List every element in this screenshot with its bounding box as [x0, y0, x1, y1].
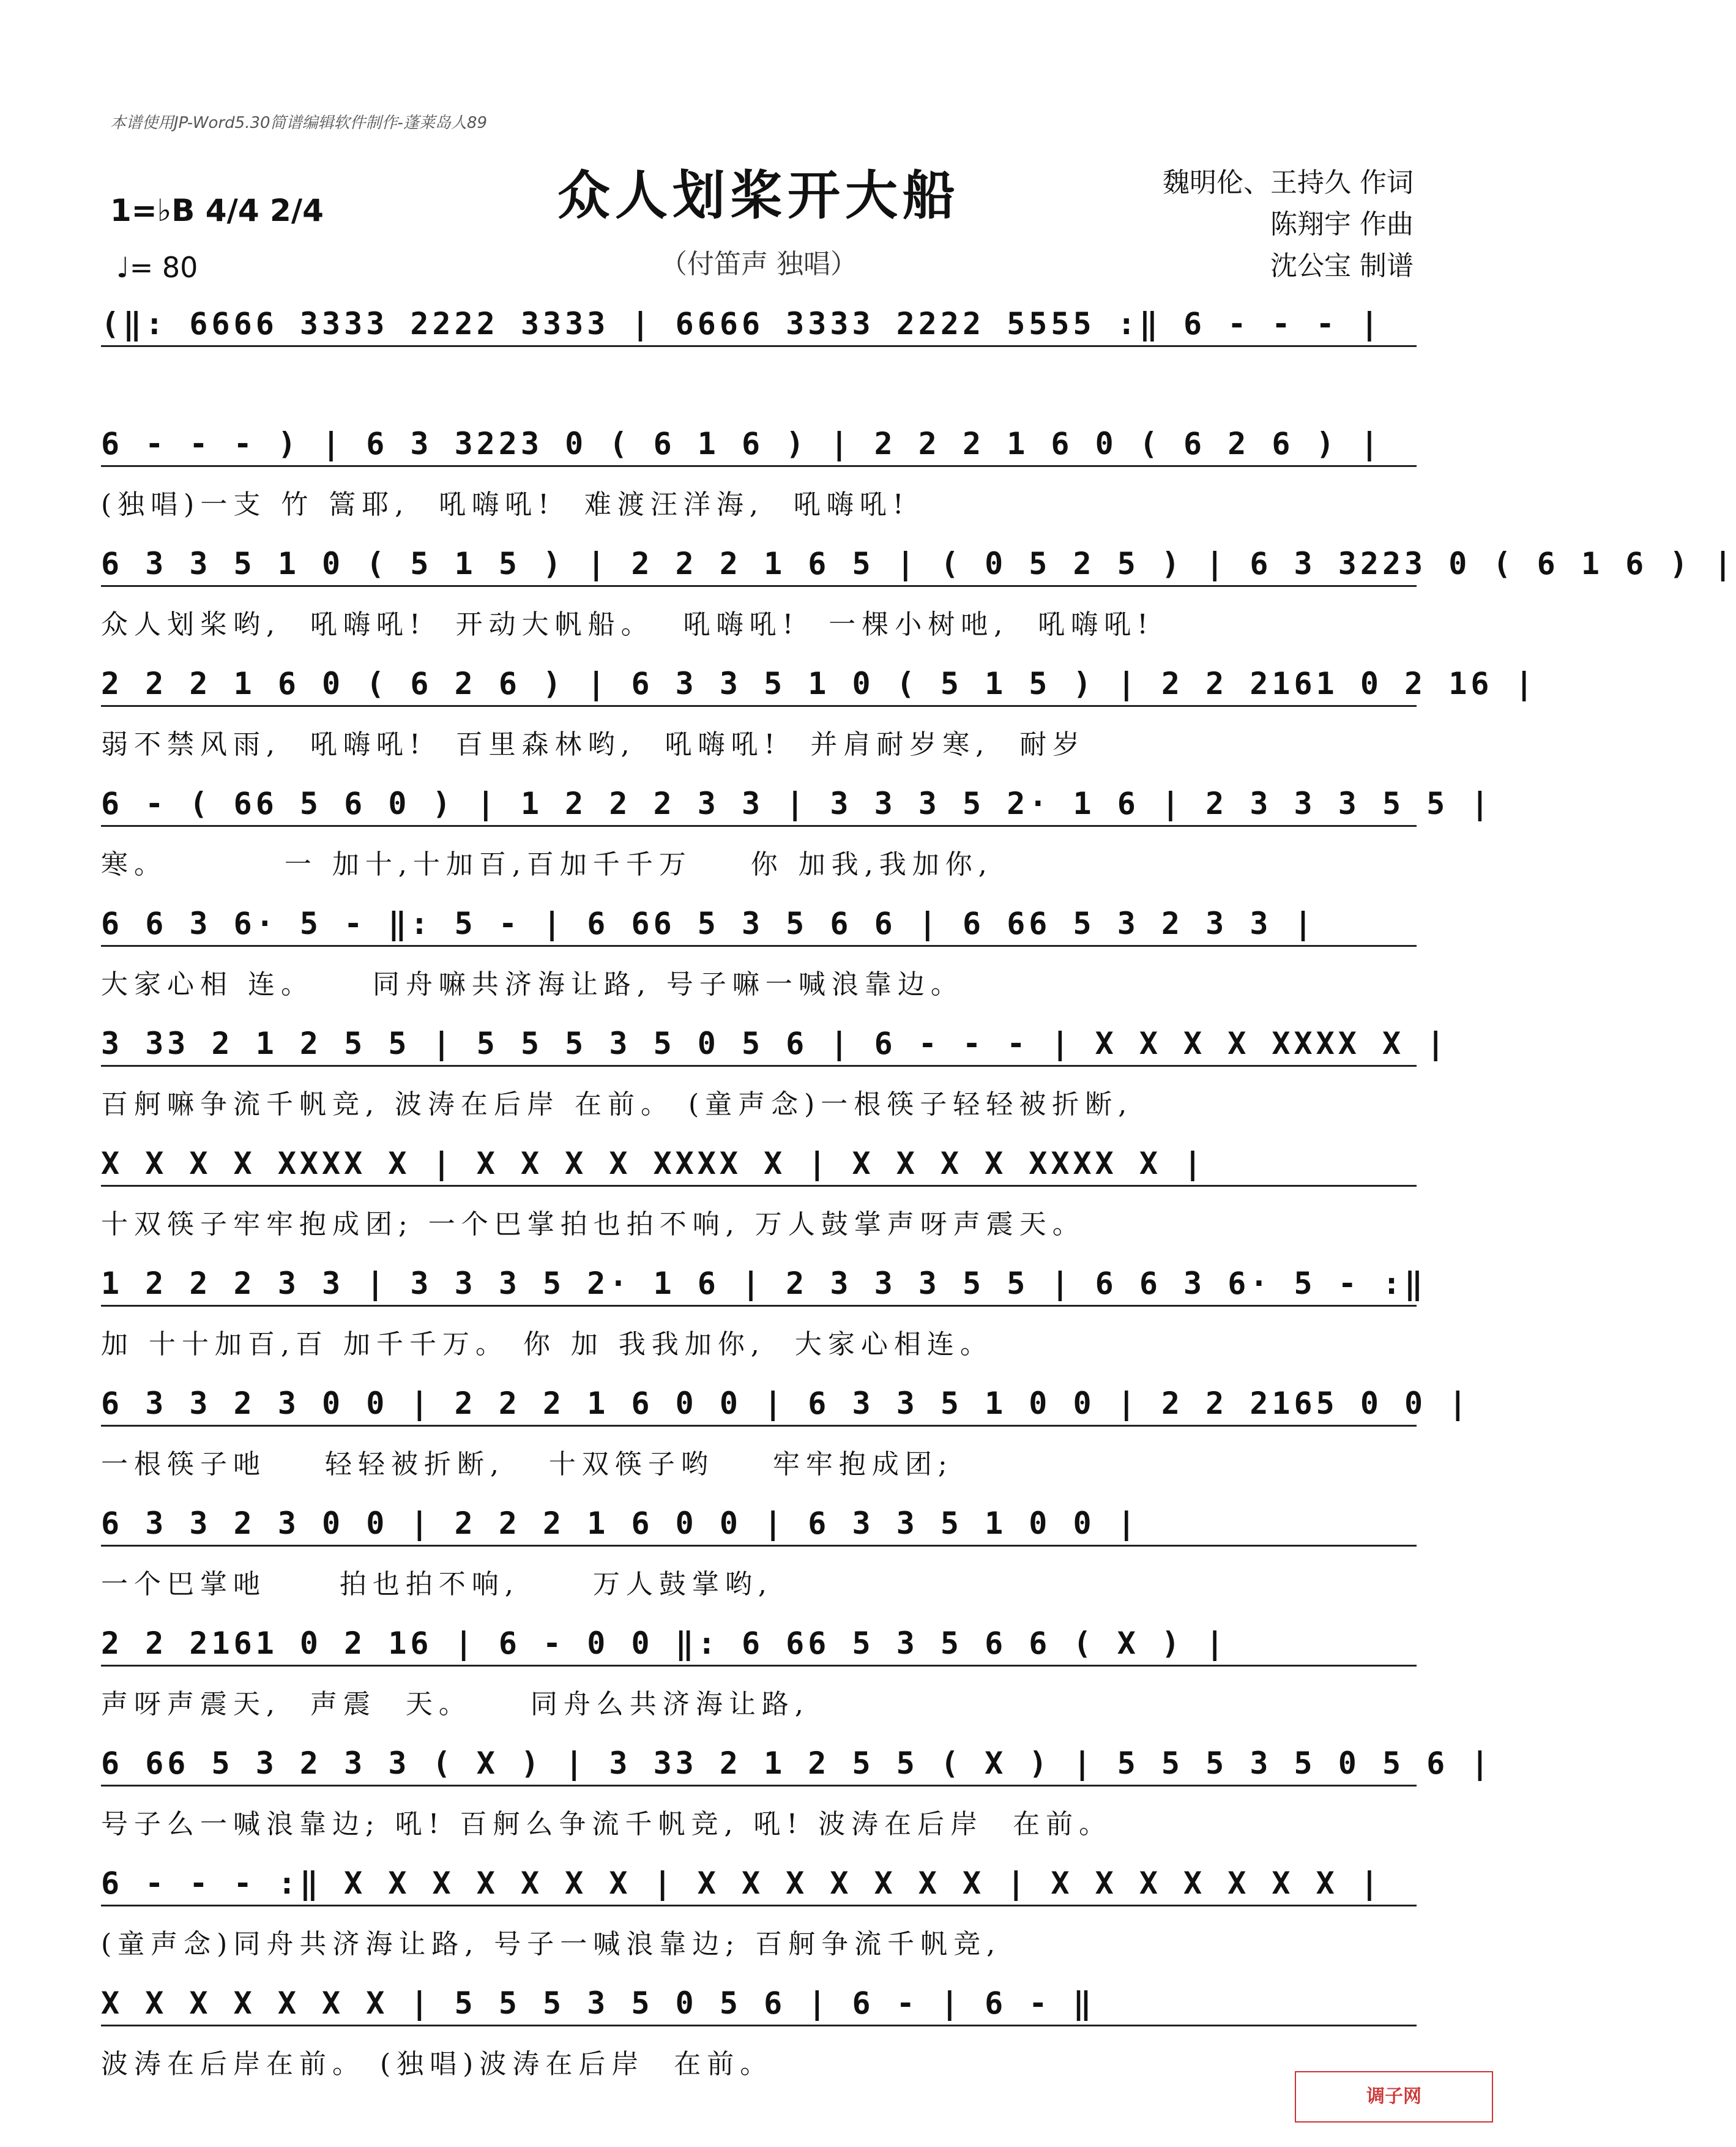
staff-line	[101, 786, 1493, 896]
notation-row: 6 - ( 66 5 6 0 ) | 1 2 2 2 3 3 | 3 3 3 5 2· 1 6 | 2 3 3 3 5 5 |	[101, 786, 1417, 827]
notation-row: (‖: 6666 3333 2222 3333 | 6666 3333 2222 5555 :‖ 6 - - - |	[101, 306, 1417, 347]
lyrics-row: 弱不禁风雨, 吼嗨吼! 百里森林哟, 吼嗨吼! 并肩耐岁寒, 耐岁	[101, 729, 1086, 760]
transcriber-credit: 沈公宝 制谱	[1270, 250, 1414, 282]
staff-line	[101, 1985, 1417, 2096]
lyrics-row: 众人划桨哟, 吼嗨吼! 开动大帆船。 吼嗨吼! 一棵小树吔, 吼嗨吼!	[101, 609, 1154, 640]
staff-line	[101, 1865, 1417, 1976]
lyrics-row: 波涛在后岸在前。 (独唱)波涛在后岸 在前。	[101, 2048, 773, 2080]
notation-row: 6 3 3 2 3 0 0 | 2 2 2 1 6 0 0 | 6 3 3 5 1 0 0 | 2 2 2165 0 0 |	[101, 1386, 1417, 1427]
staff-line	[101, 906, 1417, 1016]
software-credit: 本谱使用JP-Word5.30简谱编辑软件制作-蓬莱岛人89	[110, 114, 488, 132]
song-subtitle: （付笛声 独唱）	[660, 248, 857, 280]
lyrics-row: (童声念)同舟共济海让路, 号子一喊浪靠边; 百舸争流千帆竞,	[101, 1929, 1002, 1960]
notation-row: 6 6 3 6· 5 - ‖: 5 - | 6 66 5 3 5 6 6 | 6 66 5 3 2 3 3 |	[101, 906, 1417, 947]
credits	[1163, 162, 1414, 287]
notation-row: 6 66 5 3 2 3 3 ( X ) | 3 33 2 1 2 5 5 ( X ) | 5 5 5 3 5 0 5 6 |	[101, 1746, 1417, 1787]
tempo-marking: ♩= 80	[116, 251, 198, 284]
lyrics-row: (独唱)一支 竹 篙耶, 吼嗨吼! 难渡汪洋海, 吼嗨吼!	[101, 489, 910, 520]
notation-row: X X X X XXXX X | X X X X XXXX X | X X X X XXXX X |	[101, 1146, 1417, 1187]
staff-line	[101, 666, 1537, 776]
composer-credit: 陈翔宇 作曲	[1270, 209, 1414, 240]
staff-line	[101, 1026, 1449, 1136]
lyrics-row: 声呀声震天, 声震 天。 同舟么共济海让路,	[101, 1689, 810, 1720]
lyricist-credit: 魏明伦、王持久 作词	[1163, 167, 1414, 198]
lyrics-row: 百舸嘛争流千帆竞, 波涛在后岸 在前。 (童声念)一根筷子轻轻被折断,	[101, 1089, 1133, 1120]
staff-line	[101, 306, 1417, 416]
notation-row: 6 - - - ) | 6 3 3223 0 ( 6 1 6 ) | 2 2 2 1 6 0 ( 6 2 6 ) |	[101, 426, 1417, 467]
staff-line	[101, 1746, 1493, 1856]
site-logo: 调子网	[1295, 2071, 1493, 2123]
notation-row: 3 33 2 1 2 5 5 | 5 5 5 3 5 0 5 6 | 6 - - - | X X X X XXXX X |	[101, 1026, 1417, 1067]
song-title: 众人划桨开大船	[557, 165, 960, 226]
staff-line	[101, 1386, 1471, 1496]
staff-line	[101, 546, 1736, 656]
lyrics-row: 大家心相 连。 同舟嘛共济海让路, 号子嘛一喊浪靠边。	[101, 969, 964, 1000]
staff-line	[101, 1266, 1427, 1376]
notation-row: 6 3 3 2 3 0 0 | 2 2 2 1 6 0 0 | 6 3 3 5 1 0 0 |	[101, 1506, 1417, 1547]
staff-line	[101, 1506, 1417, 1616]
staff-line	[101, 426, 1417, 536]
lyrics-row: 寒。 一 加十,十加百,百加千千万 你 加我,我加你,	[101, 849, 993, 880]
notation-row: X X X X X X X | 5 5 5 3 5 0 5 6 | 6 - | 6 - ‖	[101, 1985, 1417, 2026]
notation-row: 6 3 3 5 1 0 ( 5 1 5 ) | 2 2 2 1 6 5 | ( 0 5 2 5 ) | 6 3 3223 0 ( 6 1 6 ) |	[101, 546, 1417, 587]
lyrics-row: 加 十十加百,百 加千千万。 你 加 我我加你, 大家心相连。	[101, 1329, 993, 1360]
key-signature: 1=♭B 4/4 2/4	[110, 193, 324, 228]
notation-row: 6 - - - :‖ X X X X X X X | X X X X X X X | X X X X X X X |	[101, 1865, 1417, 1906]
staff-line	[101, 1146, 1417, 1256]
lyrics-row: 十双筷子牢牢抱成团; 一个巴掌拍也拍不响, 万人鼓掌声呀声震天。	[101, 1209, 1086, 1240]
lyrics-row: 一根筷子吔 轻轻被折断, 十双筷子哟 牢牢抱成团;	[101, 1449, 953, 1480]
notation-row: 2 2 2161 0 2 16 | 6 - 0 0 ‖: 6 66 5 3 5 6 6 ( X ) |	[101, 1626, 1417, 1667]
lyrics-row: 一个巴掌吔 拍也拍不响, 万人鼓掌哟,	[101, 1569, 773, 1600]
staff-line	[101, 1626, 1417, 1736]
notation-row: 2 2 2 1 6 0 ( 6 2 6 ) | 6 3 3 5 1 0 ( 5 1 5 ) | 2 2 2161 0 2 16 |	[101, 666, 1417, 707]
notation-row: 1 2 2 2 3 3 | 3 3 3 5 2· 1 6 | 2 3 3 3 5 5 | 6 6 3 6· 5 - :‖	[101, 1266, 1417, 1307]
lyrics-row: 号子么一喊浪靠边; 吼! 百舸么争流千帆竞, 吼! 波涛在后岸 在前。	[101, 1809, 1112, 1840]
